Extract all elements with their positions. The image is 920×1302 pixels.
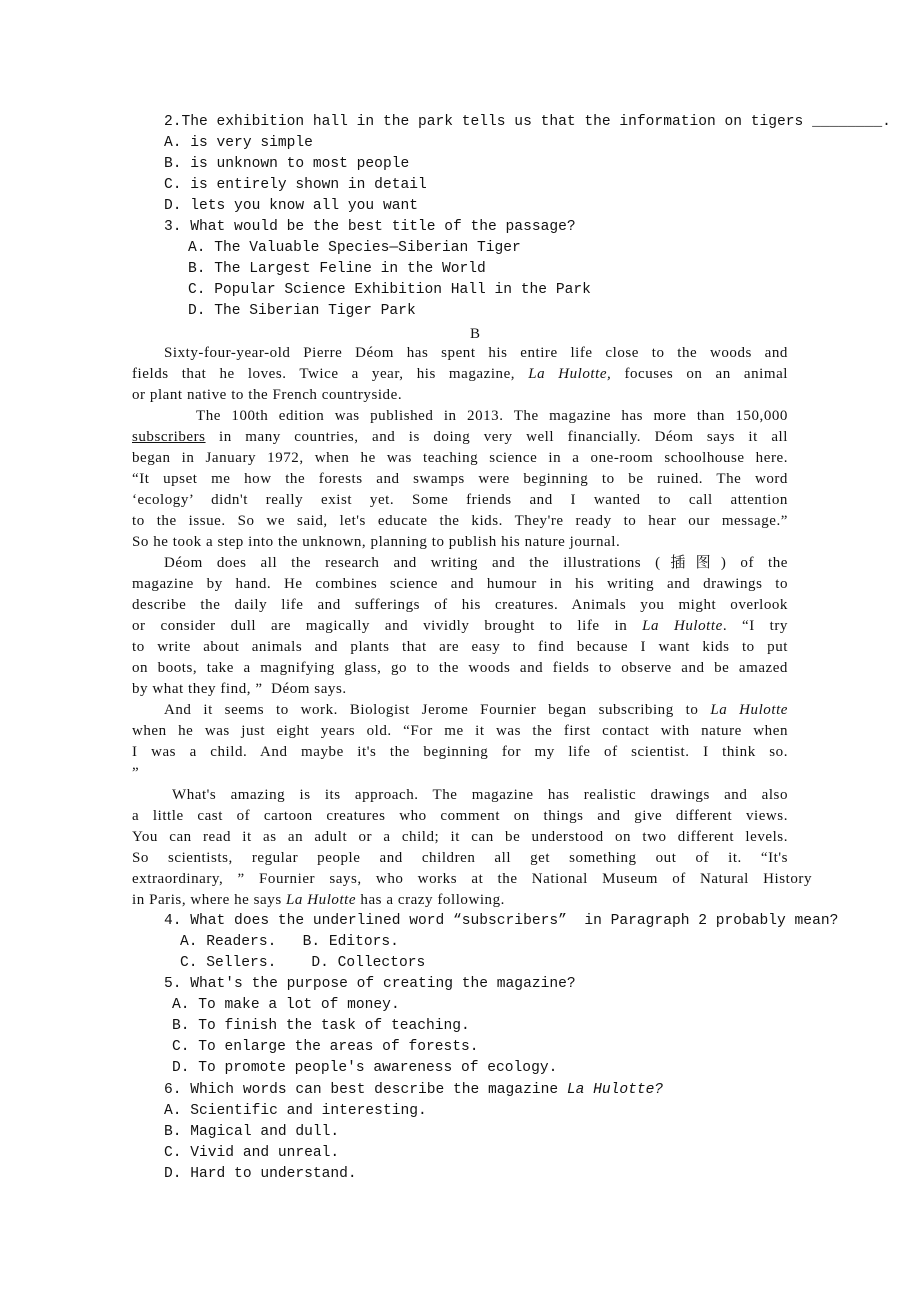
question-2-option-b: B. is unknown to most people bbox=[164, 156, 410, 172]
question-4-options-row-1: A. Readers. B. Editors. bbox=[180, 934, 399, 950]
passage-p2-line: “It upset me how the forests and swamps were beginning to be ruined. The word bbox=[132, 471, 788, 487]
passage-p3-line: magazine by hand. He combines science and humour in his writing and drawings to bbox=[132, 576, 788, 592]
passage-p3-line: describe the daily life and sufferings of his creatures. Animals you might overlook bbox=[132, 597, 788, 613]
text: or consider dull are magically and vividly brought to life in bbox=[132, 618, 643, 634]
question-5-option-d: D. To promote people's awareness of ecology. bbox=[172, 1060, 558, 1076]
text: focuses on an animal bbox=[611, 366, 788, 382]
question-3-option-a: A. The Valuable Species—Siberian Tiger bbox=[188, 240, 521, 256]
question-5-option-c: C. To enlarge the areas of forests. bbox=[172, 1039, 479, 1055]
passage-p4-line: ” bbox=[132, 765, 140, 781]
passage-p5-line: You can read it as an adult or a child; it can be understood on two different levels. bbox=[132, 829, 788, 845]
text: And it seems to work. Biologist Jerome Fournier began subscribing to bbox=[164, 702, 711, 718]
question-4-options-row-2: C. Sellers. D. Collectors bbox=[180, 955, 426, 971]
passage-p5-line: What's amazing is its approach. The magazine has realistic drawings and also bbox=[172, 787, 788, 803]
passage-p5-line: extraordinary, ” Fournier says, who works at the National Museum of Natural History bbox=[132, 871, 812, 887]
text: has a crazy following. bbox=[356, 892, 505, 908]
question-6-option-a: A. Scientific and interesting. bbox=[164, 1103, 427, 1119]
question-3-option-c: C. Popular Science Exhibition Hall in the Park bbox=[188, 282, 591, 298]
text: 6. Which words can best describe the magazine bbox=[164, 1082, 567, 1098]
text: in Paris, where he says bbox=[132, 892, 287, 908]
text: . “I try bbox=[722, 618, 788, 634]
question-3-stem: 3. What would be the best title of the passage? bbox=[164, 219, 576, 235]
passage-p2-line: to the issue. So we said, let's educate the kids. They're ready to hear our message.” bbox=[132, 513, 788, 529]
passage-p2-line: So he took a step into the unknown, planning to publish his nature journal. bbox=[132, 534, 621, 550]
passage-p3-line: to write about animals and plants that are easy to find because I want kids to put bbox=[132, 639, 788, 655]
question-2-stem: 2.The exhibition hall in the park tells us that the information on tigers ________. bbox=[164, 114, 891, 130]
passage-p1-line: Sixty-four-year-old Pierre Déom has spent his entire life close to the woods and bbox=[164, 345, 788, 361]
question-5-option-b: B. To finish the task of teaching. bbox=[172, 1018, 470, 1034]
magazine-title: La Hulotte? bbox=[566, 1082, 664, 1098]
passage-p2-line: The 100th edition was published in 2013. The magazine has more than 150,000 bbox=[196, 408, 788, 424]
passage-p4-line bbox=[164, 700, 788, 721]
passage-p4-line: I was a child. And maybe it's the beginning for my life of scientist. I think so. bbox=[132, 744, 788, 760]
passage-p3-line: by what they find, ” Déom says. bbox=[132, 681, 347, 697]
passage-p2-line: ‘ecology’ didn't really exist yet. Some friends and I wanted to call attention bbox=[132, 492, 788, 508]
passage-p4-line: when he was just eight years old. “For me it was the first contact with nature when bbox=[132, 723, 788, 739]
passage-p3-line bbox=[132, 616, 788, 637]
question-2-option-d: D. lets you know all you want bbox=[164, 198, 418, 214]
text: fields that he loves. Twice a year, his magazine, bbox=[132, 366, 529, 382]
passage-p2-line bbox=[132, 427, 788, 448]
question-2-option-c: C. is entirely shown in detail bbox=[164, 177, 427, 193]
question-4-stem: 4. What does the underlined word “subscribers” in Paragraph 2 probably mean? bbox=[164, 913, 839, 929]
passage-p5-line: So scientists, regular people and children all get something out of it. “It's bbox=[132, 850, 788, 866]
magazine-title: La Hulotte, bbox=[528, 366, 612, 382]
magazine-title: La Hulotte bbox=[642, 618, 723, 634]
underlined-word-subscribers: subscribers bbox=[132, 429, 206, 445]
text: in many countries, and is doing very well financially. Déom says it all bbox=[205, 429, 788, 445]
passage-p2-line: began in January 1972, when he was teaching science in a one-room schoolhouse here. bbox=[132, 450, 788, 466]
section-heading: B bbox=[470, 326, 481, 342]
question-6-option-b: B. Magical and dull. bbox=[164, 1124, 340, 1140]
question-2-option-a: A. is very simple bbox=[164, 135, 313, 151]
question-6-option-c: C. Vivid and unreal. bbox=[164, 1145, 340, 1161]
question-3-option-d: D. The Siberian Tiger Park bbox=[188, 303, 416, 319]
passage-p1-line bbox=[132, 364, 788, 385]
passage-p1-line: or plant native to the French countryside. bbox=[132, 387, 403, 403]
passage-p3-line: Déom does all the research and writing and the illustrations (插图) of the bbox=[164, 555, 788, 571]
passage-p3-line: on boots, take a magnifying glass, go to the woods and fields to observe and be amazed bbox=[132, 660, 788, 676]
magazine-title: La Hulotte bbox=[710, 702, 788, 718]
magazine-title: La Hulotte bbox=[286, 892, 357, 908]
question-6-option-d: D. Hard to understand. bbox=[164, 1166, 357, 1182]
question-5-option-a: A. To make a lot of money. bbox=[172, 997, 400, 1013]
question-5-stem: 5. What's the purpose of creating the magazine? bbox=[164, 976, 576, 992]
passage-p5-line bbox=[132, 890, 505, 911]
question-6-stem bbox=[164, 1080, 663, 1101]
passage-p5-line: a little cast of cartoon creatures who comment on things and give different views. bbox=[132, 808, 788, 824]
question-3-option-b: B. The Largest Feline in the World bbox=[188, 261, 486, 277]
